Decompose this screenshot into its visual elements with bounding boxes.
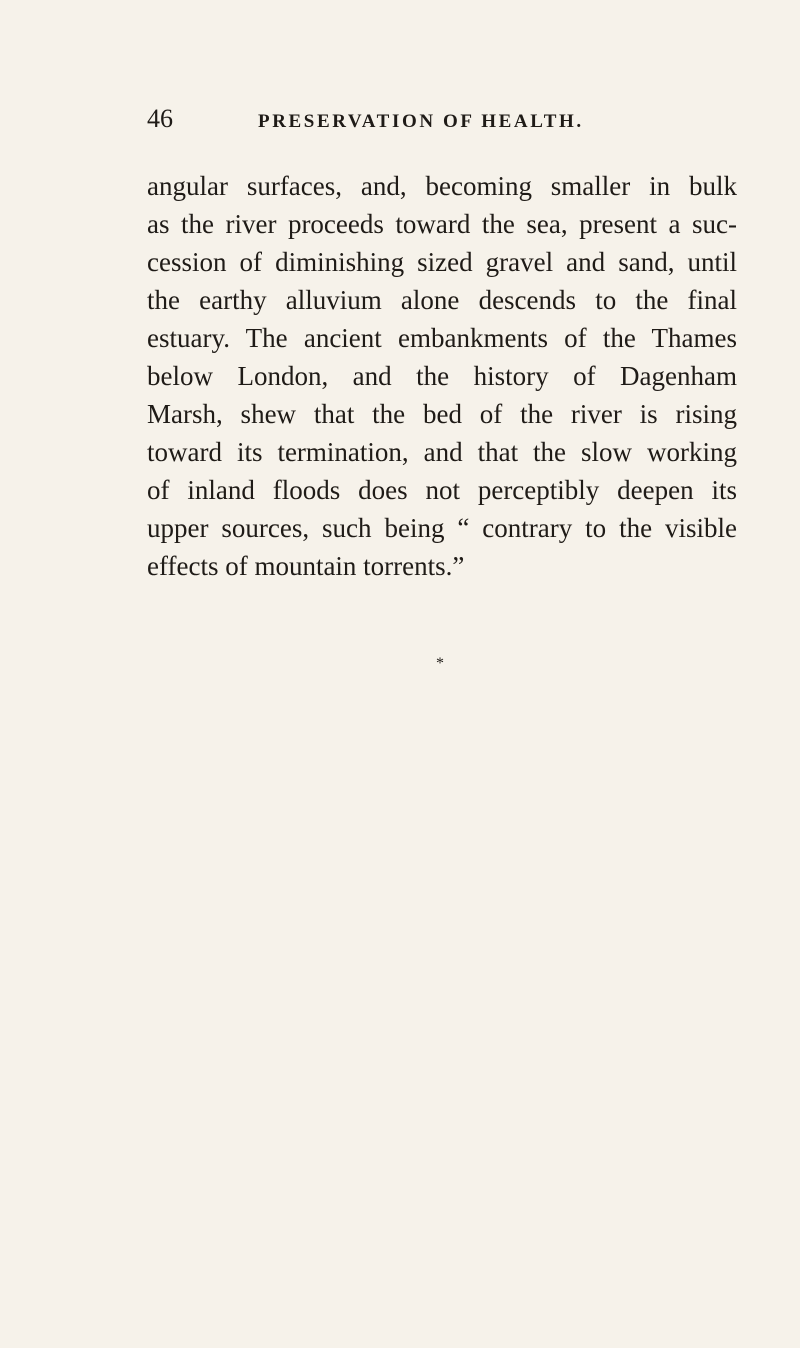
text-line: cession of diminishing sized gravel and sand, until xyxy=(147,247,737,277)
text-line: toward its termination, and that the slow working xyxy=(147,437,737,467)
body-paragraph xyxy=(147,167,737,585)
text-line: Marsh, shew that the bed of the river is rising xyxy=(147,399,737,429)
page-number: 46 xyxy=(147,104,173,133)
page-header xyxy=(147,104,667,140)
running-head: PRESERVATION OF HEALTH. xyxy=(258,111,584,132)
text-line: angular surfaces, and, becoming smaller in bulk xyxy=(147,171,737,201)
text-line: of inland floods does not perceptibly deepen its xyxy=(147,475,737,505)
text-line: effects of mountain torrents.” xyxy=(147,551,465,581)
printers-mark: * xyxy=(436,655,444,672)
text-line: below London, and the history of Dagenham xyxy=(147,361,737,391)
text-line: estuary. The ancient embankments of the Thames xyxy=(147,323,737,353)
text-line: upper sources, such being “ contrary to the visible xyxy=(147,513,737,543)
text-line: the earthy alluvium alone descends to the final xyxy=(147,285,737,315)
text-line: as the river proceeds toward the sea, present a suc- xyxy=(147,209,737,239)
